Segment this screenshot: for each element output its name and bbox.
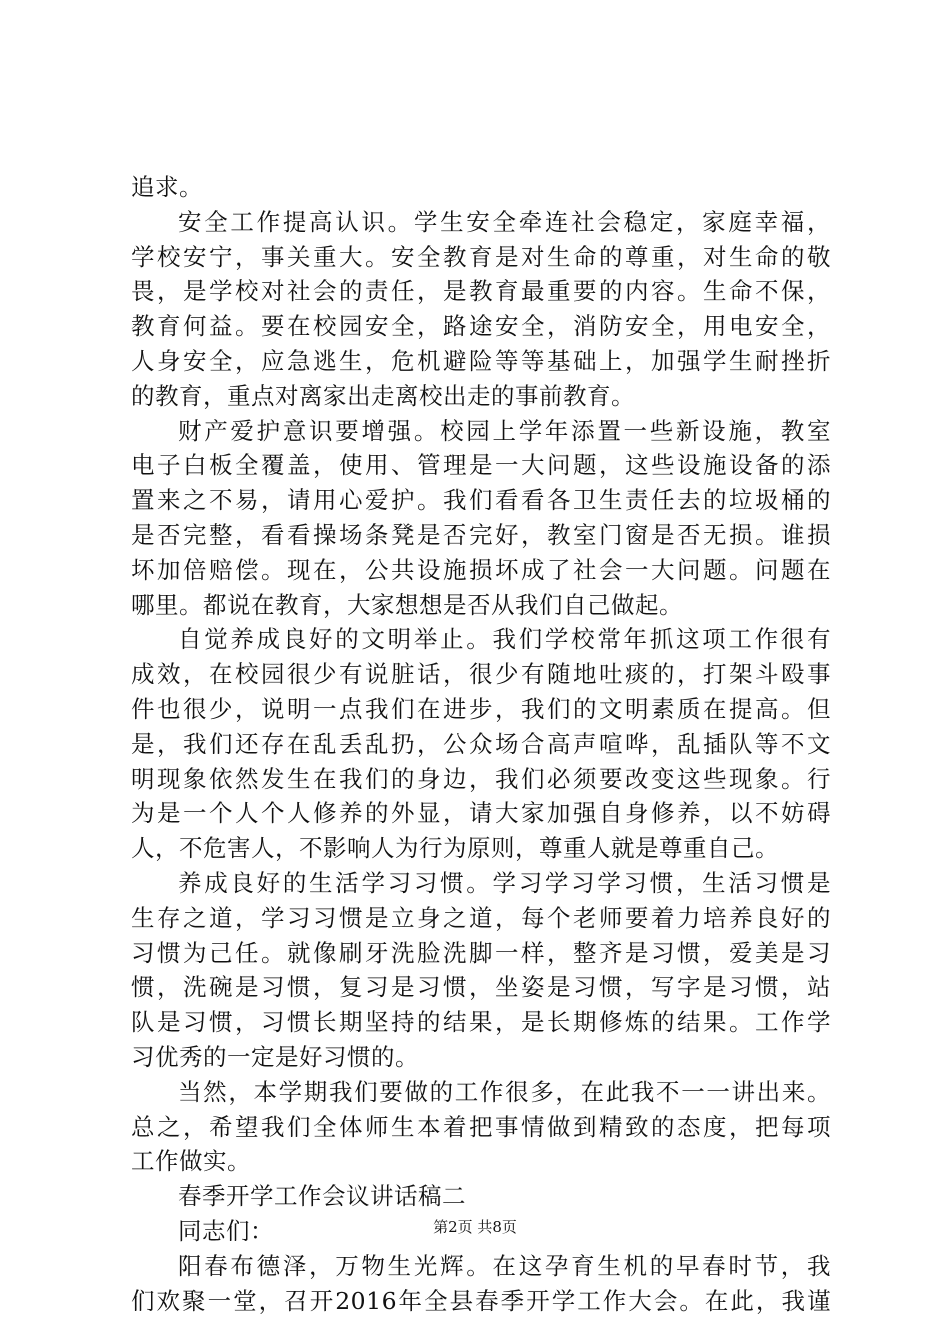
paragraph bbox=[131, 622, 831, 866]
text-line: 学校安宁，事关重大。安全教育是对生命的尊重，对生命的敬 bbox=[131, 242, 831, 271]
text-line: 为是一个人个人修养的外显，请大家加强自身修养，以不妨碍 bbox=[131, 799, 831, 828]
paragraph bbox=[131, 170, 831, 205]
paragraph bbox=[131, 1075, 831, 1179]
paragraph bbox=[131, 414, 831, 623]
text-line: 畏，是学校对社会的责任，是教育最重要的内容。生命不保， bbox=[131, 277, 831, 306]
text-line: 同志们： bbox=[178, 1216, 274, 1245]
document-body bbox=[131, 170, 831, 1318]
page-footer: 第2页 共8页 bbox=[433, 1218, 517, 1236]
text-line: 自觉养成良好的文明举止。我们学校常年抓这项工作很有 bbox=[178, 625, 831, 654]
text-line: 件也很少，说明一点我们在进步，我们的文明素质在提高。但 bbox=[131, 694, 831, 723]
text-line: 当然，本学期我们要做的工作很多，在此我不一一讲出来。 bbox=[178, 1077, 831, 1106]
text-line: 习优秀的一定是好习惯的。 bbox=[131, 1042, 419, 1071]
text-line: 安全工作提高认识。学生安全牵连社会稳定，家庭幸福， bbox=[178, 207, 831, 236]
text-line: 成效，在校园很少有说脏话，很少有随地吐痰的，打架斗殴事 bbox=[131, 660, 831, 689]
text-line: 电子白板全覆盖，使用、管理是一大问题，这些设施设备的添 bbox=[131, 451, 831, 480]
text-line: 教育何益。要在校园安全，路途安全，消防安全，用电安全， bbox=[131, 312, 831, 341]
text-line: 生存之道，学习习惯是立身之道，每个老师要着力培养良好的 bbox=[131, 903, 831, 932]
text-line: 追求。 bbox=[131, 173, 203, 201]
text-line: 习惯为己任。就像刷牙洗脸洗脚一样，整齐是习惯，爱美是习 bbox=[131, 938, 831, 967]
text-line: 坏加倍赔偿。现在，公共设施损坏成了社会一大问题。问题在 bbox=[131, 555, 831, 584]
text-line: 是，我们还存在乱丢乱扔，公众场合高声喧哗，乱插队等不文 bbox=[131, 729, 831, 758]
text-line: 财产爱护意识要增强。校园上学年添置一些新设施，教室 bbox=[178, 416, 831, 445]
text-line: 队是习惯，习惯长期坚持的结果，是长期修炼的结果。工作学 bbox=[131, 1008, 831, 1037]
text-line: 惯，洗碗是习惯，复习是习惯，坐姿是习惯，写字是习惯，站 bbox=[131, 973, 831, 1002]
text-line: 人身安全，应急逃生，危机避险等等基础上，加强学生耐挫折 bbox=[131, 346, 831, 375]
text-line: 明现象依然发生在我们的身边，我们必须要改变这些现象。行 bbox=[131, 764, 831, 793]
text-line: 哪里。都说在教育，大家想想是否从我们自己做起。 bbox=[131, 590, 683, 619]
text-line: 养成良好的生活学习习惯。学习学习学习惯，生活习惯是 bbox=[178, 868, 831, 897]
text-line: 春季开学工作会议讲话稿二 bbox=[178, 1182, 466, 1211]
paragraph bbox=[131, 1179, 831, 1214]
text-line: 的教育，重点对离家出走离校出走的事前教育。 bbox=[131, 381, 635, 410]
paragraph bbox=[131, 205, 831, 414]
paragraph bbox=[131, 1249, 831, 1319]
text-line: 工作做实。 bbox=[131, 1147, 251, 1176]
text-line: 总之，希望我们全体师生本着把事情做到精致的态度，把每项 bbox=[131, 1112, 831, 1141]
text-line: 们欢聚一堂，召开2016年全县春季开学工作大会。在此，我谨 bbox=[131, 1286, 831, 1315]
text-line: 是否完整，看看操场条凳是否完好，教室门窗是否无损。谁损 bbox=[131, 520, 831, 549]
text-line: 置来之不易，请用心爱护。我们看看各卫生责任去的垃圾桶的 bbox=[131, 486, 831, 515]
text-line: 人，不危害人，不影响人为行为原则，尊重人就是尊重自己。 bbox=[131, 834, 779, 863]
paragraph bbox=[131, 866, 831, 1075]
text-line: 阳春布德泽，万物生光辉。在这孕育生机的早春时节，我 bbox=[178, 1251, 831, 1280]
